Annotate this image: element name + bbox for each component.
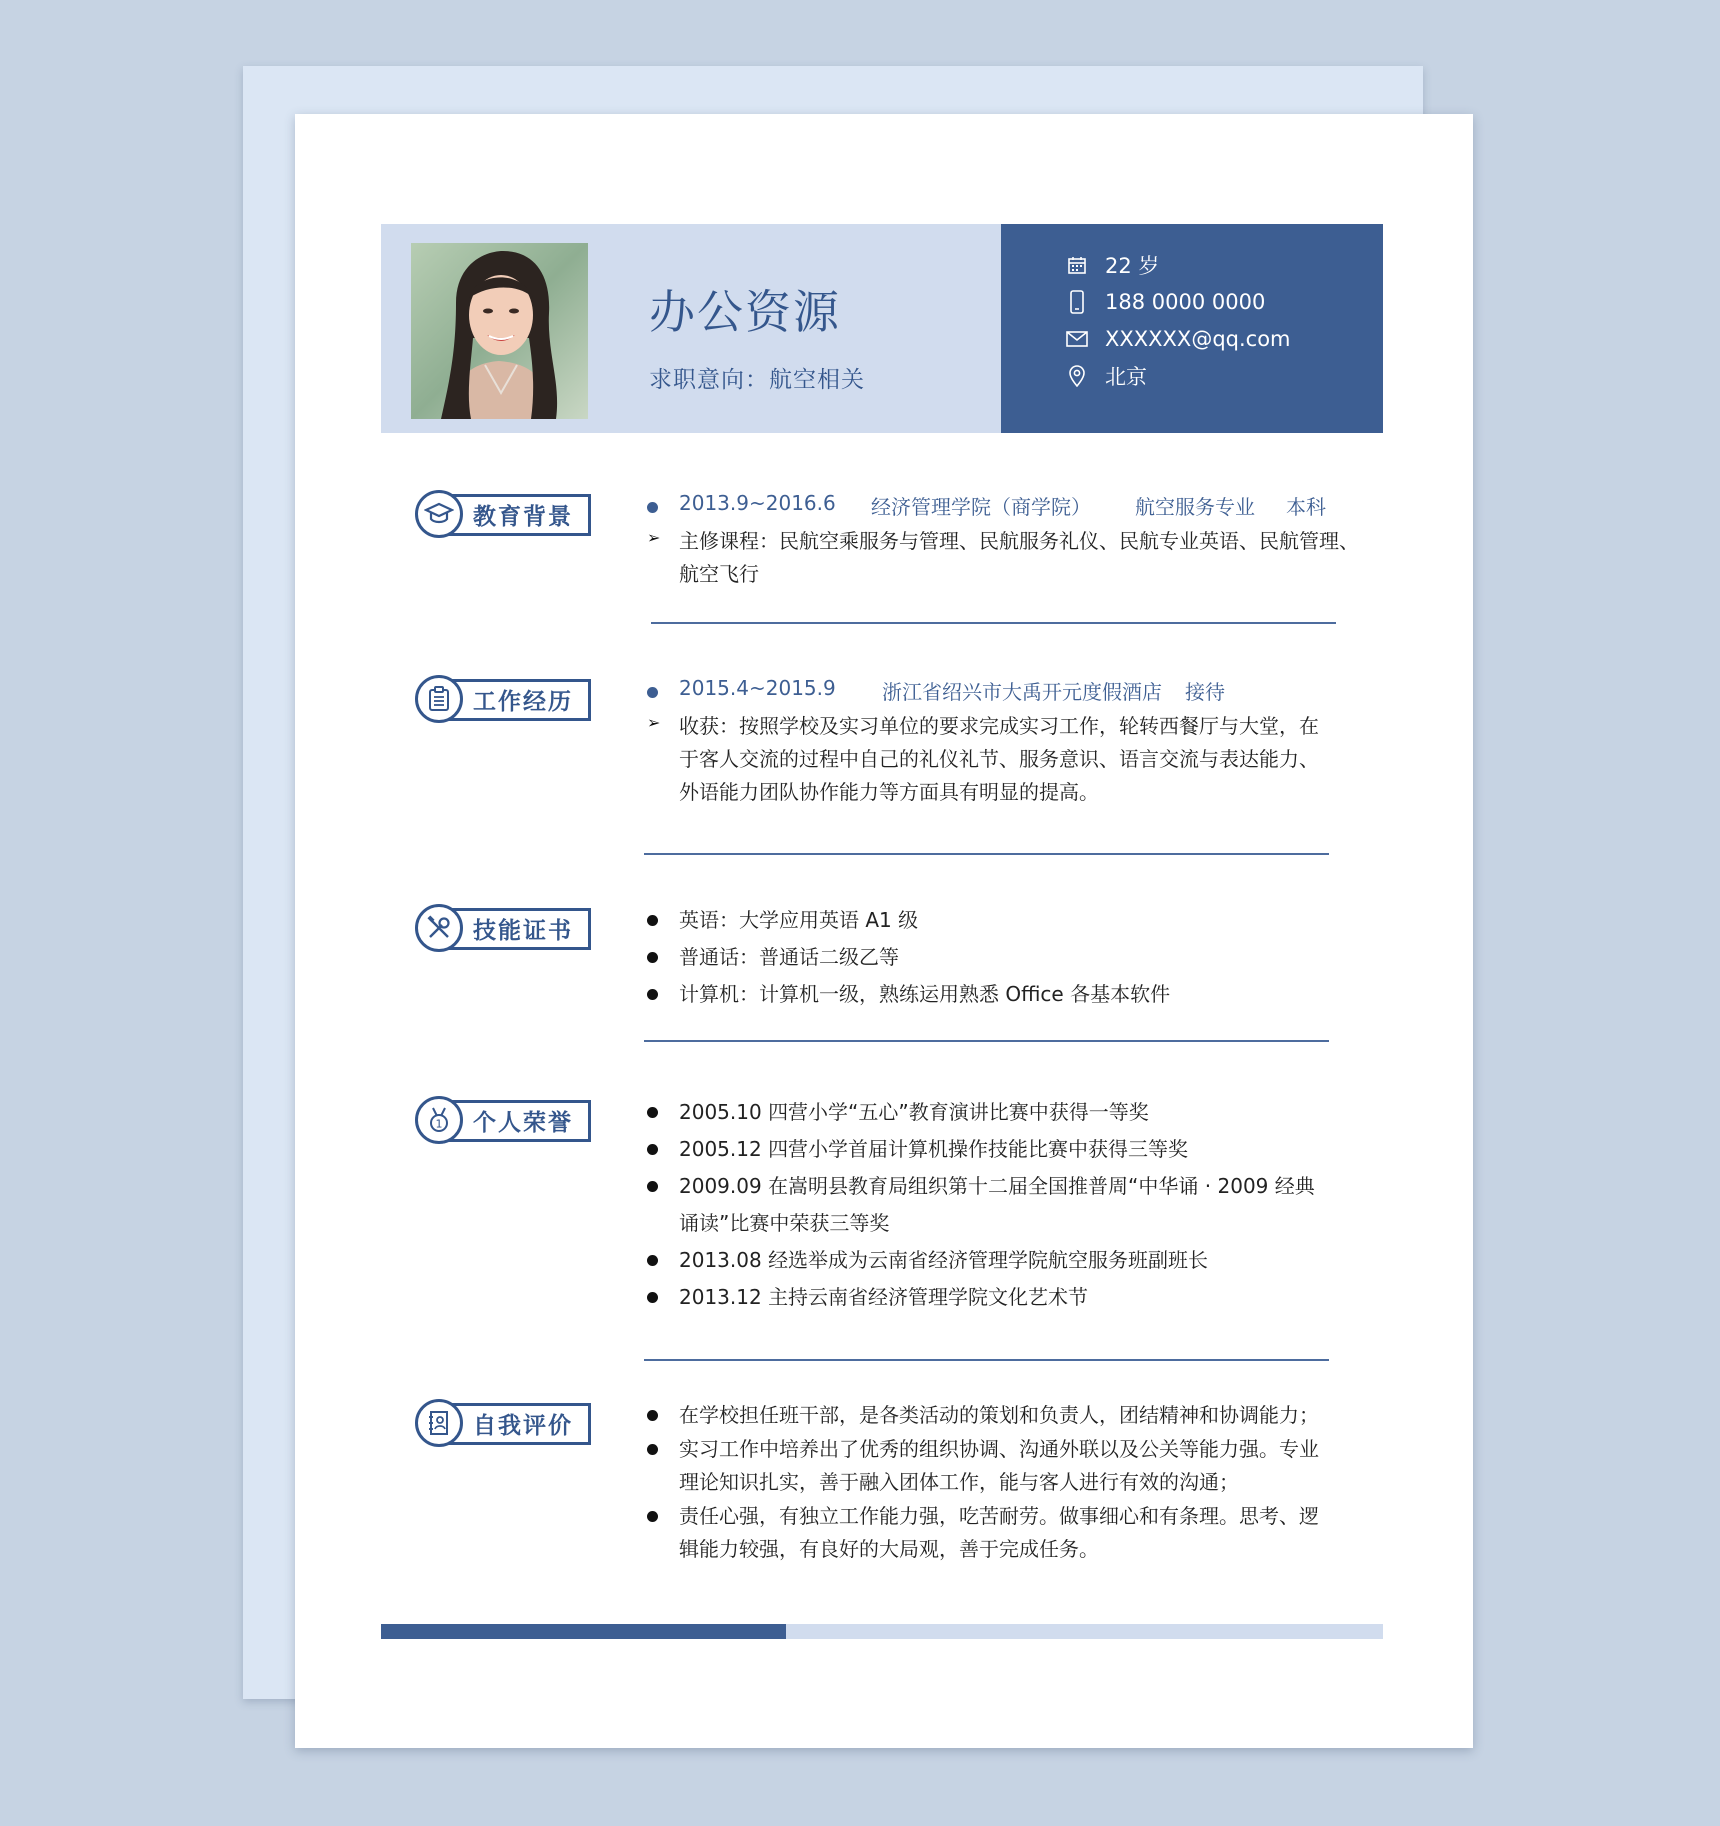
honor-item: 2009.09 在嵩明县教育局组织第十二届全国推普周“中华诵 · 2009 经典 [679, 1174, 1315, 1198]
section-honors [381, 1096, 1383, 1309]
self-eval-line: 在学校担任班干部，是各类活动的策划和负责人，团结精神和协调能力； [679, 1403, 1319, 1427]
skill-item: 计算机：计算机一级，熟练运用熟悉 Office 各基本软件 [679, 982, 1171, 1006]
location-icon [1065, 364, 1089, 388]
edu-courses-line2: 航空飞行 [679, 562, 759, 586]
work-gain-line1: 收获：按照学校及实习单位的要求完成实习工作，轮转西餐厅与大堂，在 [679, 714, 1319, 738]
graduation-cap-icon [415, 490, 463, 538]
email-text[interactable]: XXXXXX@qq.com [1105, 327, 1291, 351]
job-intent [649, 361, 865, 394]
age-text: 22 岁 [1105, 254, 1160, 278]
mail-icon [1065, 327, 1089, 351]
header-contact [1001, 224, 1383, 433]
section-work [381, 675, 1383, 825]
phone-text: 188 0000 0000 [1105, 290, 1266, 314]
edu-period: 2013.9~2016.6 [679, 491, 836, 515]
divider [644, 1359, 1329, 1361]
section-education [381, 490, 1383, 640]
medal-icon [415, 1096, 463, 1144]
honor-item-continued: 诵读”比赛中荣获三等奖 [679, 1211, 890, 1235]
work-company: 浙江省绍兴市大禹开元度假酒店 [882, 680, 1162, 704]
resume-page [295, 114, 1473, 1748]
edu-degree: 本科 [1286, 495, 1326, 519]
phone-icon [1065, 290, 1089, 314]
profile-photo [411, 243, 588, 419]
divider [644, 1040, 1329, 1042]
calendar-icon [1065, 253, 1089, 277]
tools-icon [415, 904, 463, 952]
divider [651, 622, 1336, 624]
skill-item: 普通话：普通话二级乙等 [679, 945, 899, 969]
section-tag-self-eval [415, 1399, 591, 1447]
footer-bar-dark [381, 1624, 786, 1639]
notebook-icon [415, 1399, 463, 1447]
arrow-bullet-icon: ➢ [647, 713, 661, 732]
contact-phone [1065, 287, 1265, 317]
edu-courses-line1: 主修课程：民航空乘服务与管理、民航服务礼仪、民航专业英语、民航管理、 [679, 529, 1359, 553]
contact-age [1065, 250, 1159, 280]
honor-item: 2013.08 经选举成为云南省经济管理学院航空服务班副班长 [679, 1248, 1209, 1272]
contact-city [1065, 361, 1147, 391]
work-role: 接待 [1185, 680, 1225, 704]
section-title: 自我评价 [473, 1413, 573, 1439]
city-text: 北京 [1105, 365, 1147, 389]
work-gain-line3: 外语能力团队协作能力等方面具有明显的提高。 [679, 780, 1099, 804]
work-period: 2015.4~2015.9 [679, 676, 836, 700]
section-tag-work [415, 675, 591, 723]
clipboard-icon [415, 675, 463, 723]
footer-bar-light [786, 1624, 1383, 1639]
honor-item: 2005.10 四营小学“五心”教育演讲比赛中获得一等奖 [679, 1100, 1149, 1124]
self-eval-line: 责任心强，有独立工作能力强，吃苦耐劳。做事细心和有条理。思考、逻 [679, 1504, 1319, 1528]
skill-item: 英语：大学应用英语 A1 级 [679, 908, 919, 932]
job-intent-value: 航空相关 [769, 367, 865, 393]
section-tag-education [415, 490, 591, 538]
divider [644, 853, 1329, 855]
edu-major: 航空服务专业 [1135, 495, 1255, 519]
section-self-eval [381, 1399, 1383, 1579]
edu-school: 经济管理学院（商学院） [871, 495, 1091, 519]
arrow-bullet-icon: ➢ [647, 528, 661, 547]
section-skills [381, 904, 1383, 1024]
honor-item: 2013.12 主持云南省经济管理学院文化艺术节 [679, 1285, 1089, 1309]
header-profile [381, 224, 1001, 433]
section-title: 个人荣誉 [473, 1110, 573, 1136]
job-intent-label: 求职意向： [649, 367, 769, 393]
work-gain-line2: 于客人交流的过程中自己的礼仪礼节、服务意识、语言交流与表达能力、 [679, 747, 1319, 771]
self-eval-line: 实习工作中培养出了优秀的组织协调、沟通外联以及公关等能力强。专业 [679, 1437, 1319, 1461]
self-eval-line-continued: 理论知识扎实，善于融入团体工作，能与客人进行有效的沟通； [679, 1470, 1239, 1494]
svg-text:1: 1 [435, 1117, 443, 1131]
section-title: 技能证书 [473, 918, 573, 944]
section-title: 工作经历 [473, 689, 573, 715]
section-tag-skills [415, 904, 591, 952]
contact-email[interactable] [1065, 324, 1291, 354]
honor-item: 2005.12 四营小学首届计算机操作技能比赛中获得三等奖 [679, 1137, 1189, 1161]
section-tag-honors [415, 1096, 591, 1144]
candidate-name: 办公资源 [649, 285, 841, 339]
section-title: 教育背景 [473, 504, 573, 530]
self-eval-line-continued: 辑能力较强，有良好的大局观，善于完成任务。 [679, 1537, 1099, 1561]
